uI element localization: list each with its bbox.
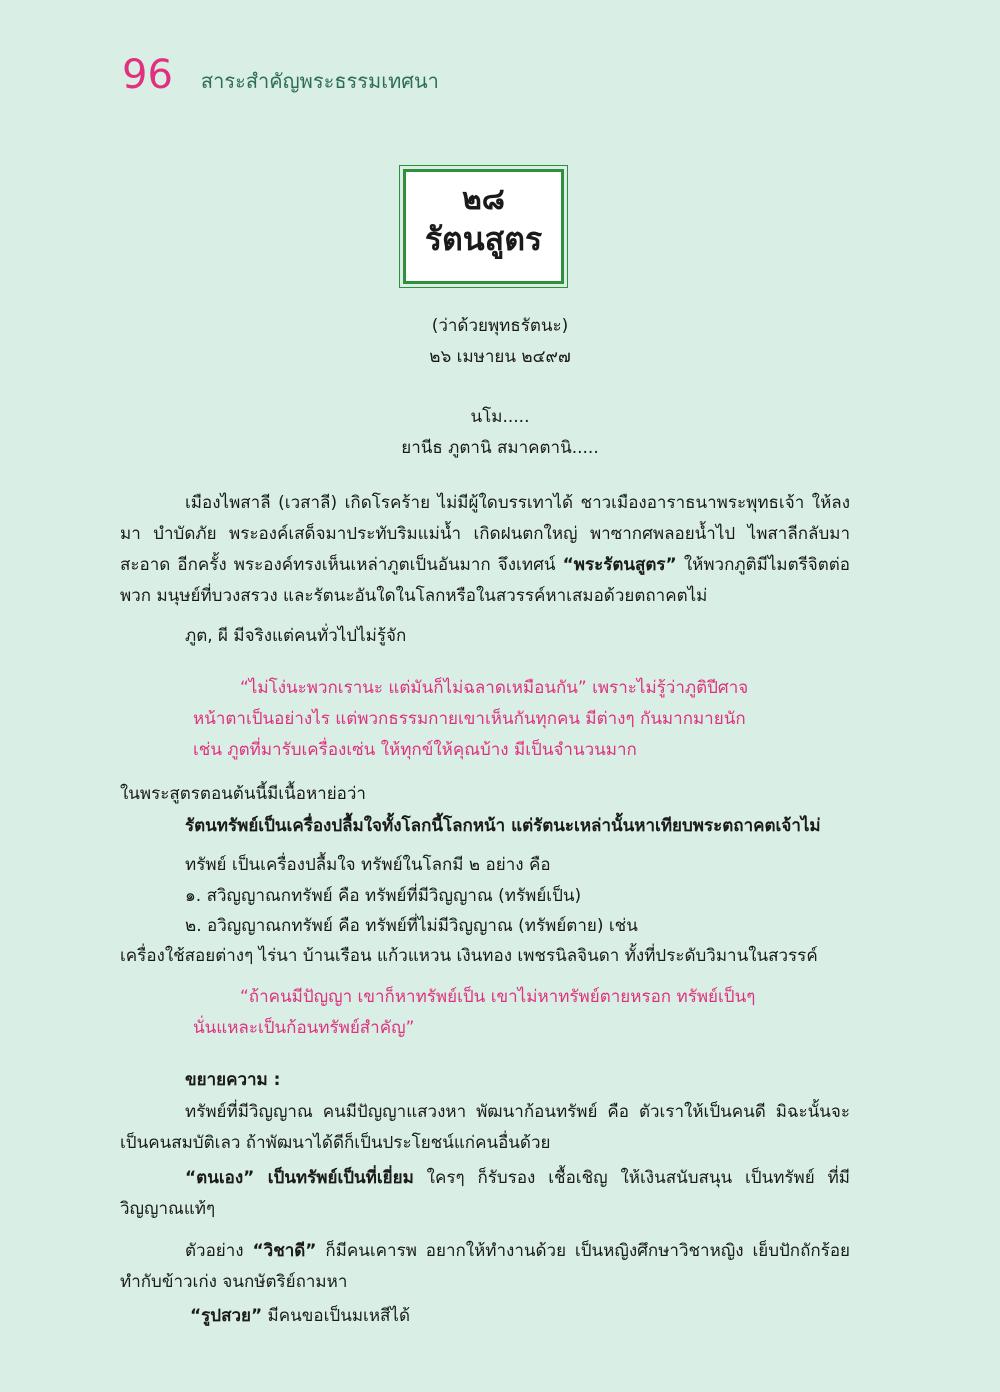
explain4-text: มีคนขอเป็นมเหสีได้ xyxy=(262,1306,411,1326)
explain-paragraph-1: ทรัพย์ที่มีวิญญาณ คนมีปัญญาแสวงหา พัฒนาก้อนทรัพย์ คือ ตัวเราให้เป็นคนดี มิฉะนั้นจะเป็นคนสมบัติเลว ถ้าพัฒนาได้ดีก็เป็นประโยชน์แก่คนอื่นด้วย xyxy=(120,1102,850,1153)
explain3-text: ก็มีคนเคารพ อยากให้ทำงานด้วย เป็นหญิงศึกษาวิชาหญิง เย็บปักถักร้อย ทำกับข้าวเก่ง จนกษัตริย์ถามหา xyxy=(120,1241,850,1292)
wealth-line-2: ๑. สวิญญาณกทรัพย์ คือ ทรัพย์ที่มีวิญญาณ (ทรัพย์เป็น) xyxy=(185,886,582,906)
explain2-text: ใครๆ ก็รับรอง เชื้อเชิญ ให้เงินสนับสนุน เป็นทรัพย์ ที่มีวิญญาณแท้ๆ xyxy=(120,1168,851,1219)
para1-bold: “พระรัตนสูตร” xyxy=(562,555,677,575)
date: ๒๖ เมษายน ๒๔๙๗ xyxy=(429,347,571,367)
summary-bold: รัตนทรัพย์เป็นเครื่องปลื้มใจทั้งโลกนี้โลกหน้า แต่รัตนะเหล่านั้นหาเทียบพระตถาคตเจ้าไม่ xyxy=(185,816,821,836)
paragraph-2: ภูต, ผี มีจริงแต่คนทั่วไปไม่รู้จัก xyxy=(185,626,407,646)
explain3-prefix: ตัวอย่าง xyxy=(185,1241,253,1261)
explain-paragraph-3 xyxy=(120,1236,850,1298)
explain3-bold: “วิชาดี” xyxy=(252,1241,317,1261)
quote1-line-1: “ไม่โง่นะพวกเรานะ แต่มันก็ไม่ฉลาดเหมือนกัน” เพราะไม่รู้ว่าภูติปีศาจ xyxy=(240,678,749,698)
quote2-line-2: นั่นแหละเป็นก้อนทรัพย์สำคัญ” xyxy=(193,1018,415,1038)
wealth-continuation: เครื่องใช้สอยต่างๆ ไร่นา บ้านเรือน แก้วแหวน เงินทอง เพชรนิลจินดา ทั้งที่ประดับวิมานในสวรรค์ xyxy=(120,946,818,966)
quote1-line-2: หน้าตาเป็นอย่างไร แต่พวกธรรมกายเขาเห็นกันทุกคน มีต่างๆ กันมากมายนัก xyxy=(193,709,746,729)
paragraph-1 xyxy=(120,488,850,612)
explain4-bold: “รูปสวย” xyxy=(190,1306,263,1326)
chapter-title: รัตนสูตร xyxy=(424,220,543,258)
quote2-line-1: “ถ้าคนมีปัญญา เขาก็หาทรัพย์เป็น เขาไม่หาทรัพย์ตายหรอก ทรัพย์เป็นๆ xyxy=(240,987,756,1007)
page-number: 96 xyxy=(122,52,173,98)
explain-paragraph-2 xyxy=(120,1163,850,1225)
subtitle: (ว่าด้วยพุทธรัตนะ) xyxy=(431,316,569,336)
chapter-box xyxy=(403,169,564,284)
explain-heading: ขยายความ : xyxy=(185,1070,281,1090)
para1-text-end: ให้พวกภูติมีไมตรีจิตต่อพวก มนุษย์ที่บวงสรวง และรัตนะอันใดในโลกหรือในสวรรค์หาเสมอด้วยตถาคตไม่ xyxy=(120,555,850,606)
explain-paragraph-4 xyxy=(190,1302,410,1329)
explain2-bold: “ตนเอง” เป็นทรัพย์เป็นที่เยี่ยม xyxy=(185,1168,414,1188)
summary-intro: ในพระสูตรตอนต้นนี้มีเนื้อหาย่อว่า xyxy=(120,784,366,804)
quote1-line-3: เช่น ภูตที่มารับเครื่องเซ่น ให้ทุกข์ให้คุณบ้าง มีเป็นจำนวนมาก xyxy=(193,740,637,760)
wealth-line-3: ๒. อวิญญาณกทรัพย์ คือ ทรัพย์ที่ไม่มีวิญญาณ (ทรัพย์ตาย) เช่น xyxy=(185,916,638,936)
chapter-number: ๒๘ xyxy=(462,182,505,217)
para1-text: เมืองไพสาลี (เวสาลี) เกิดโรคร้าย ไม่มีผู้ใดบรรเทาได้ ชาวเมืองอาราธนาพระพุทธเจ้า ให้ลงมา บำบัดภัย พระองค์เสด็จมาประทับริมแม่น้ำ เกิดฝนตกใหญ่ พาซากศพลอยน้ำไป ไพสาลีกลับมาสะอาด อีกครั้ง พระองค์ทรงเห็นเหล่าภูตเป็นอันมาก จึงเทศน์ xyxy=(120,493,850,575)
wealth-line-1: ทรัพย์ เป็นเครื่องปลื้มใจ ทรัพย์ในโลกมี ๒ อย่าง คือ xyxy=(185,855,551,875)
page-header xyxy=(122,52,439,98)
invocation-line-1: นโม..... xyxy=(470,407,530,427)
running-title: สาระสำคัญพระธรรมเทศนา xyxy=(200,69,439,93)
invocation-line-2: ยานีธ ภูตานิ สมาคตานิ..... xyxy=(401,438,599,458)
